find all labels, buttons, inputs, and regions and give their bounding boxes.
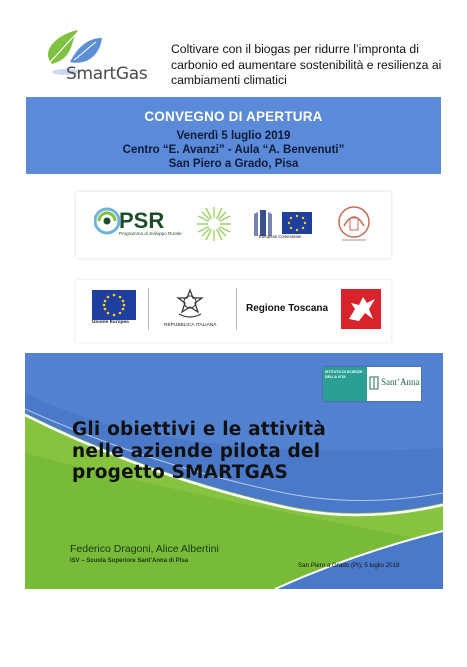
- event-banner: [26, 97, 441, 174]
- leaf-drop-icon: [30, 28, 150, 96]
- banner-date: Venerdì 5 luglio 2019: [176, 130, 291, 142]
- regional-seal-icon: [334, 204, 374, 244]
- slide-date-place: San Piero a Grado (PI), 5 luglio 2019: [298, 562, 400, 569]
- banner-title: CONVEGNO DI APERTURA: [144, 109, 323, 124]
- smartgas-logo: [30, 28, 150, 96]
- sant-anna-logo: [323, 367, 421, 401]
- divider: [148, 288, 149, 330]
- istituto-badge: [323, 367, 367, 401]
- slide-authors: Federico Dragoni, Alice Albertini: [70, 543, 219, 555]
- eu-flag-icon: [92, 290, 136, 320]
- regione-toscana-label: Regione Toscana: [246, 303, 329, 314]
- slide-affiliation: ISV – Scuola Superiore Sant’Anna di Pisa: [70, 558, 189, 564]
- repubblica-italiana-label: REPUBBLICA ITALIANA: [164, 323, 217, 328]
- istituto-badge-text: ISTITUTO DI SCIENZE DELLA VITA: [325, 370, 363, 379]
- italian-republic-emblem-icon: [176, 288, 204, 320]
- banner-venue: Centro “E. Avanzi” - Aula “A. Benvenuti”: [122, 144, 345, 156]
- divider: [236, 288, 237, 330]
- project-subtitle: Coltivare con il biogas per ridurre l’impronta di carbonio ed aumentare sostenibilità e resilienza ai cambiamenti climatici: [171, 42, 442, 87]
- presentation-slide: [25, 353, 443, 589]
- banner-location: San Piero a Grado, Pisa: [168, 158, 299, 170]
- unione-europea-label: Unione Europea: [92, 320, 129, 325]
- sant-anna-crest-icon: [369, 376, 379, 390]
- toscana-pegasus-icon: [341, 289, 381, 329]
- psr-emblem-icon: [94, 206, 120, 236]
- sant-anna-name: Sant’Anna: [381, 377, 420, 387]
- slide-title: Gli obiettivi e le attività nelle aziende pilota del progetto SMARTGAS: [72, 419, 326, 483]
- psr-logo-title: PSR: [119, 208, 165, 233]
- partner-logos-row-2: [76, 280, 391, 342]
- psr-logo-subtitle: Programma di Sviluppo Rurale: [119, 231, 182, 236]
- logo-text: SmartGas: [66, 64, 148, 84]
- eip-agri-icon: [194, 204, 234, 244]
- eu-commission-label: European Commission: [259, 234, 302, 239]
- partner-logos-row-1: [76, 192, 391, 258]
